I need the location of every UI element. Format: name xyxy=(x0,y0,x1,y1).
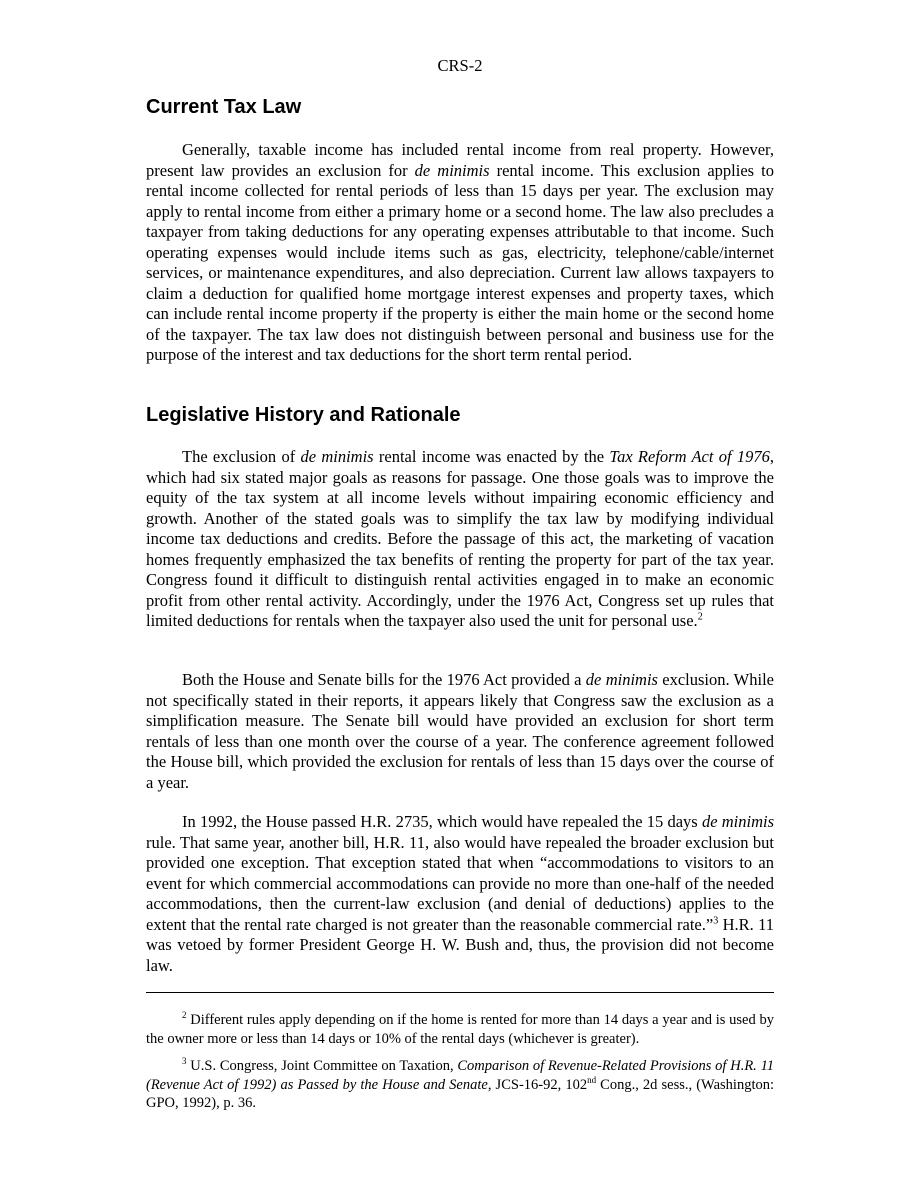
paragraph xyxy=(146,812,774,976)
section-legislative-history xyxy=(146,402,774,428)
paragraph xyxy=(146,140,774,366)
footnote-divider xyxy=(146,992,774,993)
paragraph-text: In 1992, the House passed H.R. 2735, which would have repealed the 15 days de minimis rule. That same year, another bill, H.R. 11, also would have repealed the broader exclusion but provided one exception. That exception stated that when “accommodations to visitors to an event for which commercial accommodations can provide no more than one-half of the needed accommodations, then the current-law exclusion (and denial of deductions) applies to the extent that the rental rate charged is not greater than the reasonable commercial rate.”$^3$ H.R. 11 was vetoed by former President George H. W. Bush and, thus, the provision did not become law. xyxy=(146,812,774,975)
section-current-tax-law xyxy=(146,94,774,120)
footnote-ref: 3 xyxy=(713,915,719,926)
footnote-ref: 2 xyxy=(697,611,703,623)
footnote-2: $^2$ Different rules apply depending on if the home is rented for more than 14 days a year and is used by the owner more or less than 14 days or 10% of the rental days (whichever is greater). xyxy=(146,1010,774,1047)
paragraph xyxy=(146,447,774,632)
paragraph-text: Both the House and Senate bills for the 1976 Act provided a de minimis exclusion. While not specifically stated in their reports, it appears likely that Congress saw the exclusion as a simplification measure. The Senate bill would have provided an exclusion for short term rentals of less than one month over the course of a year. The conference agreement followed the House bill, which provided the exclusion for rentals of less than 15 days over the course of a year. xyxy=(146,670,774,792)
footnote-3: $^3$ U.S. Congress, Joint Committee on Taxation, Comparison of Revenue-Related Provisions of H.R. 11 (Revenue Act of 1992) as Passed by the House and Senate, JCS-16-92, 102nd Cong., 2d sess., (Washington: GPO, 1992), p. 36. xyxy=(146,1056,774,1111)
paragraph-text: Generally, taxable income has included rental income from real property. However, present law provides an exclusion for de minimis rental income. This exclusion applies to rental income collected for rental periods of less than 15 days per year. The exclusion may apply to rental income from either a primary home or a second home. The law also precludes a taxpayer from taking deductions for any operating expenses attributable to that income. Such operating expenses would include items such as gas, electricity, telephone/cable/internet services, or maintenance expenditures, and also depreciation. Current law allows taxpayers to claim a deduction for qualified home mortgage interest expenses and property taxes, which can include rental income property if the property is either the main home or the second home of the taxpayer. The tax law does not distinguish between personal and business use for the purpose of the interest and tax deductions for the short term rental period. xyxy=(146,140,774,364)
paragraph-text: The exclusion of de minimis rental income was enacted by the Tax Reform Act of 1976, which had six stated major goals as reasons for passage. One those goals was to improve the equity of the tax system at all income levels without impairing economic efficiency and growth. Another of the stated goals was to simplify the tax law by modifying individual income tax deductions and credits. Before the passage of this act, the marketing of vacation homes frequently emphasized the tax benefits of renting the property for part of the tax year. Congress found it difficult to distinguish rental activities engaged in to make an economic profit from other rental activity. Accordingly, under the 1976 Act, Congress set up rules that limited deductions for rentals when the taxpayer also used the unit for personal use.$^2$ xyxy=(146,447,774,630)
section-heading: Current Tax Law xyxy=(146,96,302,118)
page-number: CRS-2 xyxy=(437,56,483,75)
section-heading: Legislative History and Rationale xyxy=(146,404,461,426)
paragraph xyxy=(146,670,774,793)
